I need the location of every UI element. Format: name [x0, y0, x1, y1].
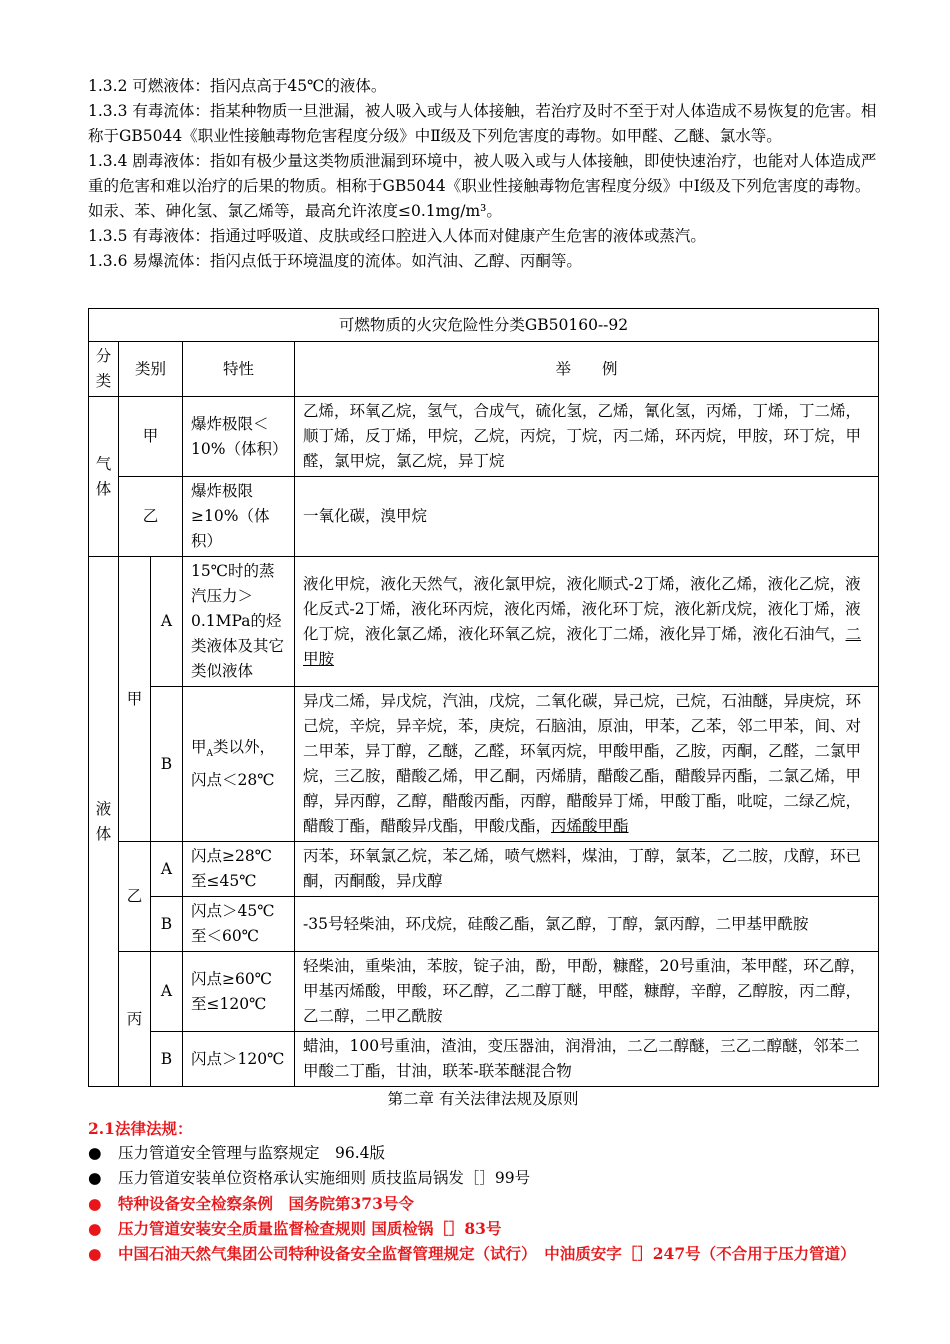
header-fenlei: 分类	[89, 342, 119, 397]
header-leibie: 类别	[119, 342, 183, 397]
liquid-bing-class: 丙	[119, 952, 151, 1087]
liquid-yi-a-property: 闪点≥28℃至≤45℃	[183, 842, 295, 897]
liquid-jia-a-examples-underlined: 二甲胺	[303, 624, 862, 668]
gas-jia-property: 爆炸极限＜10%（体积）	[183, 397, 295, 477]
law-text: 压力管道安装单位资格承认实施细则 质技监局锅发［］99号	[118, 1169, 531, 1187]
document-page	[88, 74, 878, 1266]
list-item	[88, 1141, 878, 1166]
liquid-jia-b-examples-underlined: 丙烯酸甲酯	[551, 817, 629, 835]
liquid-jia-b-sub: B	[151, 687, 183, 842]
liquid-jia-a-examples-text: 液化甲烷，液化天然气，液化氯甲烷，液化顺式-2丁烯，液化乙烯，液化乙烷，液化反式-2丁烯，液化环丙烷，液化丙烯，液化环丁烷，液化新戊烷，液化丁烯，液化丁烷，液化氯乙烯，液化环氧乙烷，液化丁二烯，液化异丁烯，液化石油气，	[303, 574, 861, 643]
table-title: 可燃物质的火灾危险性分类GB50160--92	[89, 309, 879, 342]
liquid-jia-b-property	[183, 687, 295, 842]
list-item	[88, 1166, 878, 1191]
table-row	[89, 687, 879, 842]
table-row	[89, 477, 879, 557]
gas-jia-class: 甲	[119, 397, 183, 477]
paragraph-1-3-6: 1.3.6 易爆流体：指闪点低于环境温度的流体。如汽油、乙醇、丙酮等。	[88, 252, 582, 270]
section-title: 2.1法律法规：	[88, 1119, 193, 1138]
liquid-bing-b-property: 闪点＞120℃	[183, 1032, 295, 1087]
table-row	[89, 897, 879, 952]
bullet-icon: ●	[88, 1219, 102, 1238]
law-text: 压力管道安装安全质量监督检查规则 国质检锅［］83号	[118, 1219, 502, 1238]
liquid-yi-a-sub: A	[151, 842, 183, 897]
liquid-yi-class: 乙	[119, 842, 151, 952]
liquid-jia-a-examples	[295, 557, 879, 687]
table-row	[89, 952, 879, 1032]
gas-yi-examples: 一氧化碳，溴甲烷	[295, 477, 879, 557]
liquid-yi-b-sub: B	[151, 897, 183, 952]
law-text: 压力管道安全管理与监察规定 96.4版	[118, 1144, 386, 1162]
liquid-yi-b-examples: -35号轻柴油，环戊烷，硅酸乙酯，氯乙醇，丁醇，氯丙醇，二甲基甲酰胺	[295, 897, 879, 952]
liquid-jia-b-examples-text: 异戊二烯，异戊烷，汽油，戊烷，二氧化碳，异己烷，己烷，石油醚，异庚烷，环己烷，辛烷，异辛烷，苯，庚烷，石脑油，原油，甲苯，乙苯，邻二甲苯，间、对二甲苯，异丁醇，乙醚，乙醛，环氧丙烷，甲酸甲酯，乙胺，丙酮，乙醛，二氯甲烷，三乙胺，醋酸乙烯，甲乙酮，丙烯腈，醋酸乙酯，醋酸异丙酯，二氯乙烯，甲醇，异丙醇，乙醇，醋酸丙酯，丙醇，醋酸异丁烯，甲酸丁酯，吡啶，二绿乙烷，醋酸丁酯，醋酸异戊酯，甲酸戊酯，	[303, 692, 862, 835]
list-item	[88, 1216, 878, 1241]
liquid-bing-b-sub: B	[151, 1032, 183, 1087]
liquid-jia-b-property-sub: A	[206, 749, 214, 760]
chapter-title: 第二章 有关法律法规及原则	[387, 1090, 579, 1108]
liquid-bing-a-sub: A	[151, 952, 183, 1032]
liquid-jia-b-examples	[295, 687, 879, 842]
law-text: 特种设备安全检察条例 国务院第373号令	[118, 1194, 414, 1213]
liquid-jia-b-property-b: 类以外，闪点＜28℃	[191, 738, 276, 789]
bullet-icon: ●	[88, 1244, 102, 1263]
liquid-jia-class: 甲	[119, 557, 151, 842]
fire-hazard-table	[88, 308, 879, 1087]
category-liquid: 液体	[89, 557, 119, 1087]
paragraph-1-3-2: 1.3.2 可燃液体：指闪点高于45℃的液体。	[88, 77, 387, 95]
liquid-jia-a-sub: A	[151, 557, 183, 687]
header-juli: 举 例	[295, 342, 879, 397]
table-row	[89, 397, 879, 477]
bullet-icon: ●	[88, 1194, 102, 1213]
paragraph-1-3-4: 1.3.4 剧毒液体：指如有极少量这类物质泄漏到环境中，被人吸入或与人体接触，即使快速治疗，也能对人体造成严重的危害和难以治疗的后果的物质。相称于GB5044《职业性接触毒物危害程度分级》中Ⅰ级及下列危害度的毒物。如汞、苯、砷化氢、氯乙烯等，最高允许浓度≤0.1mg/m³。	[88, 152, 877, 220]
gas-jia-examples: 乙烯，环氧乙烷，氢气，合成气，硫化氢，乙烯，氰化氢，丙烯，丁烯，丁二烯，顺丁烯，反丁烯，甲烷，乙烷，丙烷，丁烷，丙二烯，环丙烷，甲胺，环丁烷，甲醛，氯甲烷，氯乙烷，异丁烷	[295, 397, 879, 477]
table-row	[89, 1032, 879, 1087]
laws-list	[88, 1141, 878, 1266]
bullet-icon: ●	[88, 1169, 102, 1187]
category-gas: 气体	[89, 397, 119, 557]
liquid-bing-b-examples: 蜡油，100号重油，渣油，变压器油，润滑油，二乙二醇醚，三乙二醇醚，邻苯二甲酸二丁酯，甘油，联苯-联苯醚混合物	[295, 1032, 879, 1087]
table-row	[89, 557, 879, 687]
liquid-bing-a-examples: 轻柴油，重柴油，苯胺，锭子油，酚，甲酚，糠醛，20号重油，苯甲醛，环乙醇，甲基丙烯酸，甲酸，环乙醇，乙二醇丁醚，甲醛，糠醇，辛醇，乙醇胺，丙二醇，乙二醇，二甲乙酰胺	[295, 952, 879, 1032]
liquid-jia-b-property-a: 甲	[191, 738, 207, 757]
list-item	[88, 1191, 878, 1216]
liquid-jia-a-property: 15℃时的蒸汽压力＞0.1MPa的烃类液体及其它类似液体	[183, 557, 295, 687]
liquid-bing-a-property: 闪点≥60℃至≤120℃	[183, 952, 295, 1032]
liquid-yi-b-property: 闪点＞45℃至＜60℃	[183, 897, 295, 952]
law-text: 中国石油天然气集团公司特种设备安全监督管理规定（试行） 中油质安字［］247号（不合用于压力管道）	[118, 1244, 856, 1263]
table-row	[89, 842, 879, 897]
liquid-yi-a-examples: 丙苯，环氧氯乙烷，苯乙烯，喷气燃料，煤油，丁醇，氯苯，乙二胺，戊醇，环已酮，丙酮酸，异戊醇	[295, 842, 879, 897]
gas-yi-class: 乙	[119, 477, 183, 557]
gas-yi-property: 爆炸极限≥10%（体积）	[183, 477, 295, 557]
list-item	[88, 1241, 878, 1266]
paragraph-1-3-3: 1.3.3 有毒流体：指某种物质一旦泄漏，被人吸入或与人体接触，若治疗及时不至于对人体造成不易恢复的危害。相称于GB5044《职业性接触毒物危害程度分级》中Ⅱ级及下列危害度的毒物。如甲醛、乙醚、氯水等。	[88, 102, 877, 145]
bullet-icon: ●	[88, 1144, 102, 1162]
header-texing: 特性	[183, 342, 295, 397]
paragraph-1-3-5: 1.3.5 有毒液体：指通过呼吸道、皮肤或经口腔进入人体而对健康产生危害的液体或蒸汽。	[88, 227, 706, 245]
